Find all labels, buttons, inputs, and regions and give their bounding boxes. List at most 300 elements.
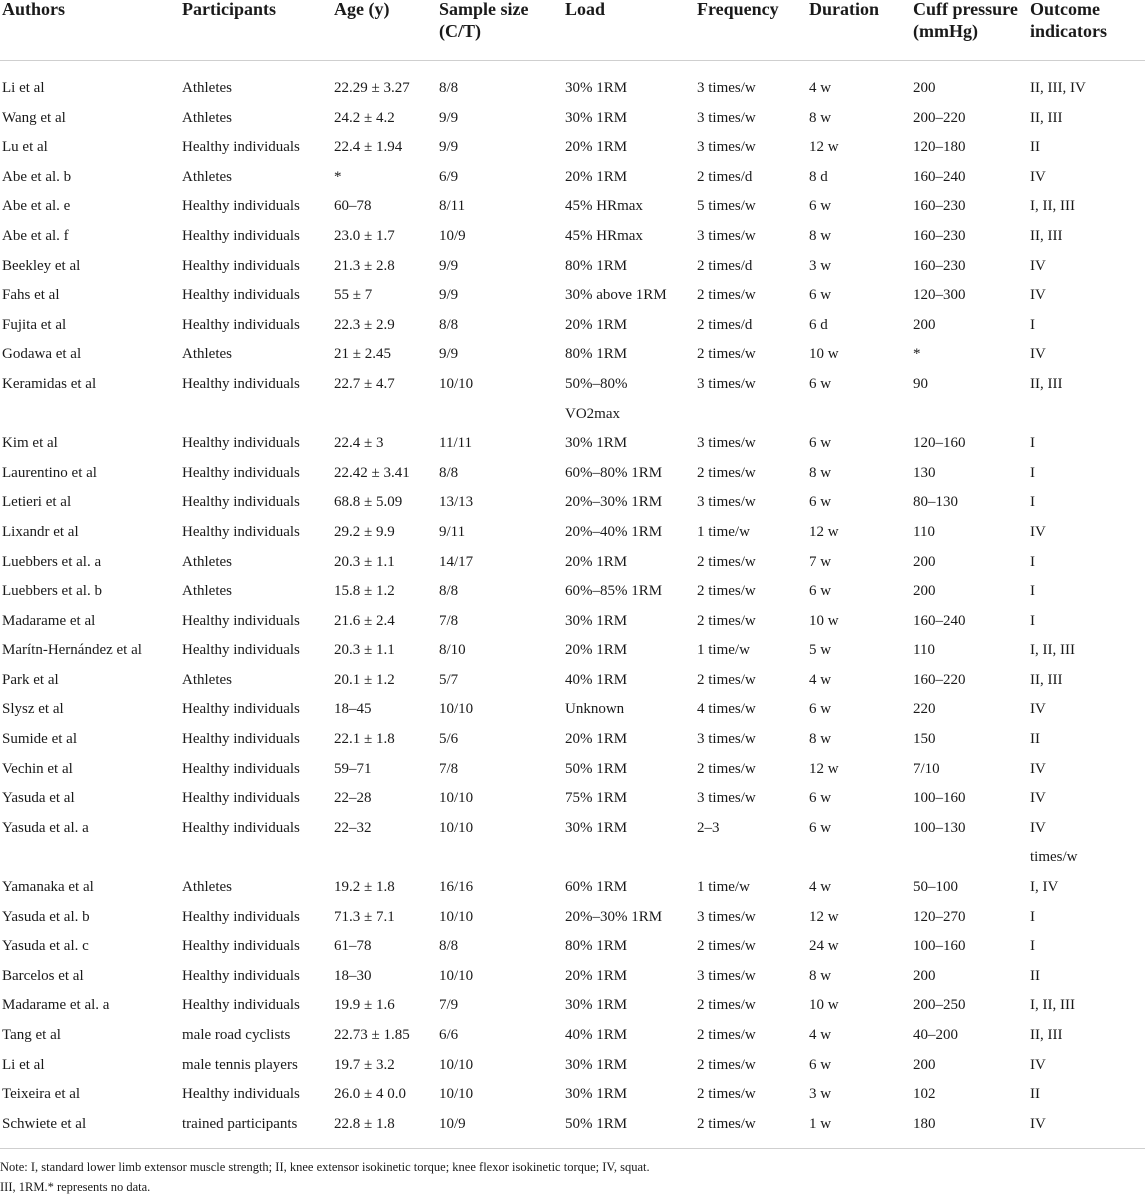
cell-duration: 12 w: [809, 760, 839, 777]
table-row: [0, 416, 1145, 452]
cell-duration: 24 w: [809, 938, 839, 955]
cell-load: 40% 1RM: [565, 671, 628, 688]
cell-author: Teixeira et al: [2, 1086, 81, 1103]
cell-participants: Healthy individuals: [182, 612, 300, 629]
cell-load: 30% 1RM: [565, 109, 628, 126]
cell-participants: Healthy individuals: [182, 198, 300, 215]
cell-load: 20%–30% 1RM: [565, 908, 663, 925]
table-row: [0, 860, 1145, 896]
cell-participants: Healthy individuals: [182, 227, 300, 244]
cell-duration: 8 w: [809, 731, 832, 748]
cell-author: Yasuda et al. b: [2, 908, 90, 925]
cell-frequency: 3 times/w: [697, 80, 756, 96]
cell-author: Wang et al: [2, 109, 66, 126]
table-row: [0, 712, 1145, 748]
cell-author: Beekley et al: [2, 257, 81, 274]
cell-frequency: 2 times/w: [697, 938, 756, 955]
cell-sample-size: 8/11: [439, 198, 466, 215]
cell-cuff-pressure: 110: [913, 523, 935, 540]
cell-load: 50% 1RM: [565, 1115, 628, 1132]
cell-outcome: IV: [1030, 1115, 1046, 1132]
cell-duration: 5 w: [809, 642, 832, 659]
cell-duration: 4 w: [809, 879, 832, 896]
cell-frequency: 2–3: [697, 819, 720, 836]
cell-sample-size: 9/9: [439, 287, 459, 304]
cell-participants: Athletes: [182, 553, 232, 570]
cell-participants: Healthy individuals: [182, 257, 300, 274]
cell-load: 75% 1RM: [565, 790, 628, 807]
cell-frequency: 3 times/w: [697, 227, 756, 244]
table-row: [0, 594, 1145, 629]
cell-author: Li et al: [2, 80, 45, 96]
cell-cuff-pressure: 160–230: [913, 257, 966, 274]
cell-load: 80% 1RM: [565, 346, 628, 363]
cell-outcome: I: [1030, 435, 1035, 452]
header-cuff-pressure: [913, 0, 1018, 42]
table-row: [0, 919, 1145, 955]
cell-load: 45% HRmax: [565, 227, 643, 244]
cell-sample-size: 10/10: [439, 967, 474, 984]
table-row: [0, 1067, 1145, 1103]
cell-duration: 6 w: [809, 1056, 832, 1073]
cell-cuff-pressure: 100–160: [913, 938, 966, 955]
cell-age: 22.42 ± 3.41: [334, 464, 410, 481]
table-row: [0, 239, 1145, 274]
cell-cuff-pressure: 120–160: [913, 435, 966, 452]
cell-outcome: I: [1030, 464, 1035, 481]
cell-frequency: 3 times/w: [697, 967, 756, 984]
cell-sample-size: 10/10: [439, 1086, 474, 1103]
cell-author: Kim et al: [2, 435, 58, 452]
table-row: [0, 771, 1145, 807]
cell-sample-size: 13/13: [439, 494, 474, 511]
cell-duration: 6 w: [809, 494, 832, 511]
cell-age: 20.1 ± 1.2: [334, 671, 395, 688]
cell-author: Madarame et al. a: [2, 997, 110, 1014]
cell-duration: 6 w: [809, 583, 832, 600]
header-age: Age (y): [334, 0, 390, 19]
header-outcome-line2: indicators: [1030, 21, 1108, 41]
table-row: [0, 120, 1145, 156]
cell-author: Marítn-Hernández et al: [2, 642, 142, 659]
cell-cuff-pressure: 90: [913, 375, 928, 392]
cell-load: 30% 1RM: [565, 80, 628, 96]
cell-load: 20% 1RM: [565, 316, 628, 333]
cell-outcome: II: [1030, 139, 1040, 156]
cell-duration: 10 w: [809, 346, 839, 363]
cell-load: 80% 1RM: [565, 938, 628, 955]
cell-outcome: II, III, IV: [1030, 80, 1086, 96]
cell-author: Li et al: [2, 1056, 45, 1073]
cell-load: 30% 1RM: [565, 1056, 628, 1073]
cell-outcome: II, III: [1030, 1027, 1063, 1043]
cell-author: Vechin et al: [2, 760, 73, 777]
cell-load: Unknown: [565, 701, 625, 718]
cell-load: 60%–80% 1RM: [565, 464, 663, 481]
cell-age: 29.2 ± 9.9: [334, 523, 395, 540]
cell-frequency: 2 times/w: [697, 671, 756, 688]
table-row: [0, 61, 1145, 96]
cell-duration: 8 w: [809, 227, 832, 244]
cell-frequency: 3 times/w: [697, 375, 756, 392]
cell-cuff-pressure: 200: [913, 553, 936, 570]
header-sample-size-line1: Sample size: [439, 0, 529, 19]
cell-frequency: 2 times/d: [697, 257, 753, 274]
cell-age: 15.8 ± 1.2: [334, 583, 395, 600]
cell-participants: Healthy individuals: [182, 139, 300, 156]
cell-author: Yasuda et al: [2, 790, 75, 807]
cell-outcome: I: [1030, 938, 1035, 955]
cell-sample-size: 6/6: [439, 1027, 459, 1043]
cell-frequency: 2 times/w: [697, 346, 756, 363]
cell-cuff-pressure: 40–200: [913, 1027, 958, 1043]
cell-cuff-pressure: 100–160: [913, 790, 966, 807]
cell-participants: Healthy individuals: [182, 1086, 300, 1103]
cell-frequency: 2 times/w: [697, 464, 756, 481]
cell-sample-size: 8/8: [439, 583, 459, 600]
cell-outcome: II, III: [1030, 227, 1063, 244]
cell-age: 19.9 ± 1.6: [334, 997, 395, 1014]
cell-outcome: II: [1030, 1086, 1040, 1103]
cell-cuff-pressure: 200: [913, 967, 936, 984]
cell-load: 45% HRmax: [565, 198, 643, 215]
cell-age: 22.3 ± 2.9: [334, 316, 395, 333]
cell-author: Fujita et al: [2, 316, 67, 333]
cell-age: 22–32: [334, 819, 372, 836]
cell-frequency: 2 times/w: [697, 287, 756, 304]
table-row: [0, 475, 1145, 511]
table-row: [0, 682, 1145, 718]
cell-sample-size: 16/16: [439, 879, 474, 896]
cell-cuff-pressure: 200–250: [913, 997, 966, 1014]
cell-age: 21.6 ± 2.4: [334, 612, 395, 629]
cell-duration: 6 w: [809, 287, 832, 304]
cell-age: 20.3 ± 1.1: [334, 642, 395, 659]
cell-outcome: IV: [1030, 701, 1046, 718]
cell-sample-size: 10/10: [439, 375, 474, 392]
cell-frequency: 2 times/w: [697, 553, 756, 570]
table-row: [0, 387, 1145, 422]
cell-participants: Healthy individuals: [182, 908, 300, 925]
cell-frequency: 2 times/w: [697, 760, 756, 777]
cell-load: 20% 1RM: [565, 731, 628, 748]
cell-frequency: 5 times/w: [697, 198, 756, 215]
cell-duration: 6 w: [809, 701, 832, 718]
cell-author: Fahs et al: [2, 287, 60, 304]
cell-load: 30% 1RM: [565, 612, 628, 629]
table-row: [0, 150, 1145, 185]
header-frequency: Frequency: [697, 0, 779, 19]
cell-participants: male tennis players: [182, 1056, 298, 1073]
cell-frequency: 2 times/w: [697, 997, 756, 1014]
cell-sample-size: 6/9: [439, 168, 459, 185]
header-outcome-indicators: [1030, 0, 1107, 42]
cell-participants: Healthy individuals: [182, 464, 300, 481]
cell-duration: 12 w: [809, 908, 839, 925]
cell-frequency: 2 times/w: [697, 1115, 756, 1132]
cell-duration: 6 w: [809, 375, 832, 392]
cell-load: 30% 1RM: [565, 819, 628, 836]
cell-participants: Athletes: [182, 671, 232, 688]
cell-author: Park et al: [2, 671, 59, 688]
cell-cuff-pressure: *: [913, 346, 921, 363]
table-row: [0, 446, 1145, 481]
cell-duration: 4 w: [809, 1027, 832, 1043]
cell-sample-size: 10/10: [439, 1056, 474, 1073]
cell-sample-size: 7/9: [439, 997, 459, 1014]
table-note: [0, 1148, 1145, 1197]
cell-age: 21.3 ± 2.8: [334, 257, 395, 274]
cell-author: Tang et al: [2, 1027, 61, 1043]
cell-frequency: 1 time/w: [697, 642, 750, 659]
cell-duration: 6 w: [809, 790, 832, 807]
cell-age: 55 ± 7: [334, 287, 373, 304]
cell-duration: 8 w: [809, 109, 832, 126]
cell-participants: Healthy individuals: [182, 997, 300, 1014]
cell-sample-size: 10/10: [439, 819, 474, 836]
table-row: [0, 505, 1145, 540]
cell-age: 22.1 ± 1.8: [334, 731, 395, 748]
cell-load: 80% 1RM: [565, 257, 628, 274]
cell-load: 20% 1RM: [565, 642, 628, 659]
cell-duration: 4 w: [809, 671, 832, 688]
cell-cuff-pressure: 120–300: [913, 287, 966, 304]
cell-frequency: 2 times/d: [697, 316, 753, 333]
cell-cuff-pressure: 160–240: [913, 168, 966, 185]
table-row: [0, 1008, 1145, 1043]
cell-age: 22.4 ± 1.94: [334, 139, 403, 156]
cell-frequency: 2 times/w: [697, 612, 756, 629]
cell-outcome: I, II, III: [1030, 642, 1075, 659]
cell-frequency: 3 times/w: [697, 139, 756, 156]
cell-sample-size: 10/9: [439, 1115, 466, 1132]
note-line-2: III, 1RM.* represents no data.: [0, 1180, 151, 1194]
cell-duration: 8 w: [809, 464, 832, 481]
cell-author: Luebbers et al. a: [2, 553, 102, 570]
cell-participants: Healthy individuals: [182, 523, 300, 540]
cell-duration: 6 d: [809, 316, 828, 333]
table-row: [0, 890, 1145, 925]
table-header: [0, 0, 1145, 61]
cell-frequency: 3 times/w: [697, 908, 756, 925]
cell-sample-size: 11/11: [439, 435, 473, 452]
cell-frequency: 3 times/w: [697, 435, 756, 452]
cell-cuff-pressure: 7/10: [913, 760, 940, 777]
cell-frequency: 4 times/w: [697, 701, 756, 718]
cell-outcome: IV: [1030, 1056, 1046, 1073]
cell-outcome: times/w: [1030, 849, 1078, 866]
cell-participants: Athletes: [182, 583, 232, 600]
cell-cuff-pressure: 120–180: [913, 139, 966, 156]
cell-cuff-pressure: 200–220: [913, 109, 966, 126]
cell-outcome: IV: [1030, 346, 1046, 363]
table-row: [0, 949, 1145, 984]
cell-age: 22.29 ± 3.27: [334, 80, 410, 96]
cell-outcome: II: [1030, 731, 1040, 748]
cell-cuff-pressure: 80–130: [913, 494, 958, 511]
cell-cuff-pressure: 160–230: [913, 227, 966, 244]
cell-cuff-pressure: 100–130: [913, 819, 966, 836]
cell-sample-size: 14/17: [439, 553, 474, 570]
cell-cuff-pressure: 200: [913, 1056, 936, 1073]
cell-author: Madarame et al: [2, 612, 96, 629]
cell-outcome: IV: [1030, 523, 1046, 540]
cell-outcome: I, II, III: [1030, 198, 1075, 215]
cell-participants: Healthy individuals: [182, 701, 300, 718]
cell-sample-size: 8/8: [439, 464, 459, 481]
cell-participants: Healthy individuals: [182, 287, 300, 304]
cell-sample-size: 9/11: [439, 523, 466, 540]
cell-age: 23.0 ± 1.7: [334, 227, 395, 244]
table-row: [0, 653, 1145, 688]
cell-cuff-pressure: 160–220: [913, 671, 966, 688]
cell-participants: Healthy individuals: [182, 819, 300, 836]
cell-sample-size: 7/8: [439, 612, 459, 629]
cell-load: 50% 1RM: [565, 760, 628, 777]
cell-sample-size: 9/9: [439, 139, 459, 156]
cell-duration: 3 w: [809, 257, 832, 274]
cell-participants: Healthy individuals: [182, 375, 300, 392]
table-row: [0, 357, 1145, 392]
header-authors: Authors: [2, 0, 66, 19]
cell-sample-size: 5/7: [439, 671, 459, 688]
cell-frequency: 3 times/w: [697, 790, 756, 807]
cell-age: 21 ± 2.45: [334, 346, 391, 363]
cell-age: 24.2 ± 4.2: [334, 109, 395, 126]
cell-load: 50%–80%: [565, 375, 628, 392]
cell-load: 30% above 1RM: [565, 287, 667, 304]
table-row: [0, 298, 1145, 333]
cell-age: 19.7 ± 3.2: [334, 1056, 395, 1073]
cell-participants: Athletes: [182, 168, 232, 185]
table-row: [0, 179, 1145, 215]
cell-load: 30% 1RM: [565, 997, 628, 1014]
cell-sample-size: 8/8: [439, 938, 459, 955]
cell-author: Godawa et al: [2, 346, 82, 363]
cell-load: 20% 1RM: [565, 553, 628, 570]
header-cuff-pressure-line2: (mmHg): [913, 21, 978, 41]
table-row: [0, 978, 1145, 1014]
cell-outcome: IV: [1030, 168, 1046, 185]
cell-cuff-pressure: 130: [913, 464, 936, 481]
cell-cuff-pressure: 200: [913, 583, 936, 600]
cell-age: 60–78: [334, 198, 372, 215]
cell-participants: Healthy individuals: [182, 642, 300, 659]
cell-frequency: 1 time/w: [697, 523, 750, 540]
note-line-1: Note: I, standard lower limb extensor muscle strength; II, knee extensor isokinetic torque; knee flexor isokinetic torque; IV, squat.: [0, 1160, 650, 1174]
cell-author: Yasuda et al. a: [2, 819, 89, 836]
cell-participants: Athletes: [182, 879, 232, 896]
cell-duration: 8 w: [809, 967, 832, 984]
header-outcome-line1: Outcome: [1030, 0, 1100, 19]
cell-age: 18–45: [334, 701, 372, 718]
cell-age: 22.73 ± 1.85: [334, 1027, 410, 1043]
cell-participants: Healthy individuals: [182, 494, 300, 511]
cell-age: 22–28: [334, 790, 372, 807]
cell-participants: Healthy individuals: [182, 435, 300, 452]
cell-cuff-pressure: 160–240: [913, 612, 966, 629]
cell-sample-size: 10/10: [439, 701, 474, 718]
cell-frequency: 3 times/w: [697, 731, 756, 748]
cell-author: Keramidas et al: [2, 375, 97, 392]
cell-cuff-pressure: 220: [913, 701, 936, 718]
cell-load: 30% 1RM: [565, 435, 628, 452]
cell-age: 59–71: [334, 760, 372, 777]
cell-cuff-pressure: 120–270: [913, 908, 966, 925]
cell-sample-size: 9/9: [439, 346, 459, 363]
cell-author: Abe et al. f: [2, 227, 69, 244]
cell-outcome: I: [1030, 908, 1035, 925]
cell-frequency: 2 times/w: [697, 583, 756, 600]
table-row: [0, 801, 1145, 836]
cell-author: Letieri et al: [2, 494, 72, 511]
cell-age: 71.3 ± 7.1: [334, 908, 395, 925]
cell-load: 20%–30% 1RM: [565, 494, 663, 511]
cell-cuff-pressure: 160–230: [913, 198, 966, 215]
cell-duration: 6 w: [809, 819, 832, 836]
cell-sample-size: 8/8: [439, 80, 459, 96]
cell-participants: Athletes: [182, 346, 232, 363]
table-row: [0, 535, 1145, 570]
cell-duration: 12 w: [809, 523, 839, 540]
cell-frequency: 1 time/w: [697, 879, 750, 896]
cell-duration: 10 w: [809, 997, 839, 1014]
cell-author: Lixandr et al: [2, 523, 79, 540]
cell-author: Abe et al. e: [2, 198, 71, 215]
cell-duration: 6 w: [809, 435, 832, 452]
cell-load: VO2max: [565, 405, 620, 422]
cell-sample-size: 8/8: [439, 316, 459, 333]
table-row: [0, 830, 1145, 866]
cell-outcome: I: [1030, 316, 1035, 333]
cell-age: 61–78: [334, 938, 372, 955]
cell-age: 22.7 ± 4.7: [334, 375, 395, 392]
table-row: [0, 91, 1145, 126]
cell-cuff-pressure: 110: [913, 642, 935, 659]
cell-author: Lu et al: [2, 139, 48, 156]
cell-author: Laurentino et al: [2, 464, 97, 481]
cell-load: 30% 1RM: [565, 1086, 628, 1103]
cell-outcome: II: [1030, 967, 1040, 984]
cell-outcome: II, III: [1030, 375, 1063, 392]
table-row: [0, 209, 1145, 244]
cell-age: 20.3 ± 1.1: [334, 553, 395, 570]
cell-sample-size: 8/10: [439, 642, 466, 659]
cell-sample-size: 9/9: [439, 257, 459, 274]
cell-frequency: 3 times/w: [697, 494, 756, 511]
cell-outcome: I: [1030, 553, 1035, 570]
table-row: [0, 268, 1145, 304]
cell-sample-size: 10/10: [439, 790, 474, 807]
cell-author: Sumide et al: [2, 731, 77, 748]
cell-outcome: IV: [1030, 819, 1046, 836]
cell-outcome: IV: [1030, 760, 1046, 777]
cell-author: Slysz et al: [2, 701, 64, 718]
table-row: [0, 623, 1145, 659]
table-row: [0, 1038, 1145, 1073]
cell-age: 19.2 ± 1.8: [334, 879, 395, 896]
cell-participants: Healthy individuals: [182, 760, 300, 777]
cell-frequency: 2 times/w: [697, 1027, 756, 1043]
cell-duration: 10 w: [809, 612, 839, 629]
cell-outcome: II, III: [1030, 109, 1063, 126]
cell-outcome: I: [1030, 612, 1035, 629]
cell-author: Yamanaka et al: [2, 879, 94, 896]
table-row: [0, 327, 1145, 363]
cell-cuff-pressure: 50–100: [913, 879, 958, 896]
header-cuff-pressure-line1: Cuff pressure: [913, 0, 1018, 19]
cell-sample-size: 7/8: [439, 760, 459, 777]
